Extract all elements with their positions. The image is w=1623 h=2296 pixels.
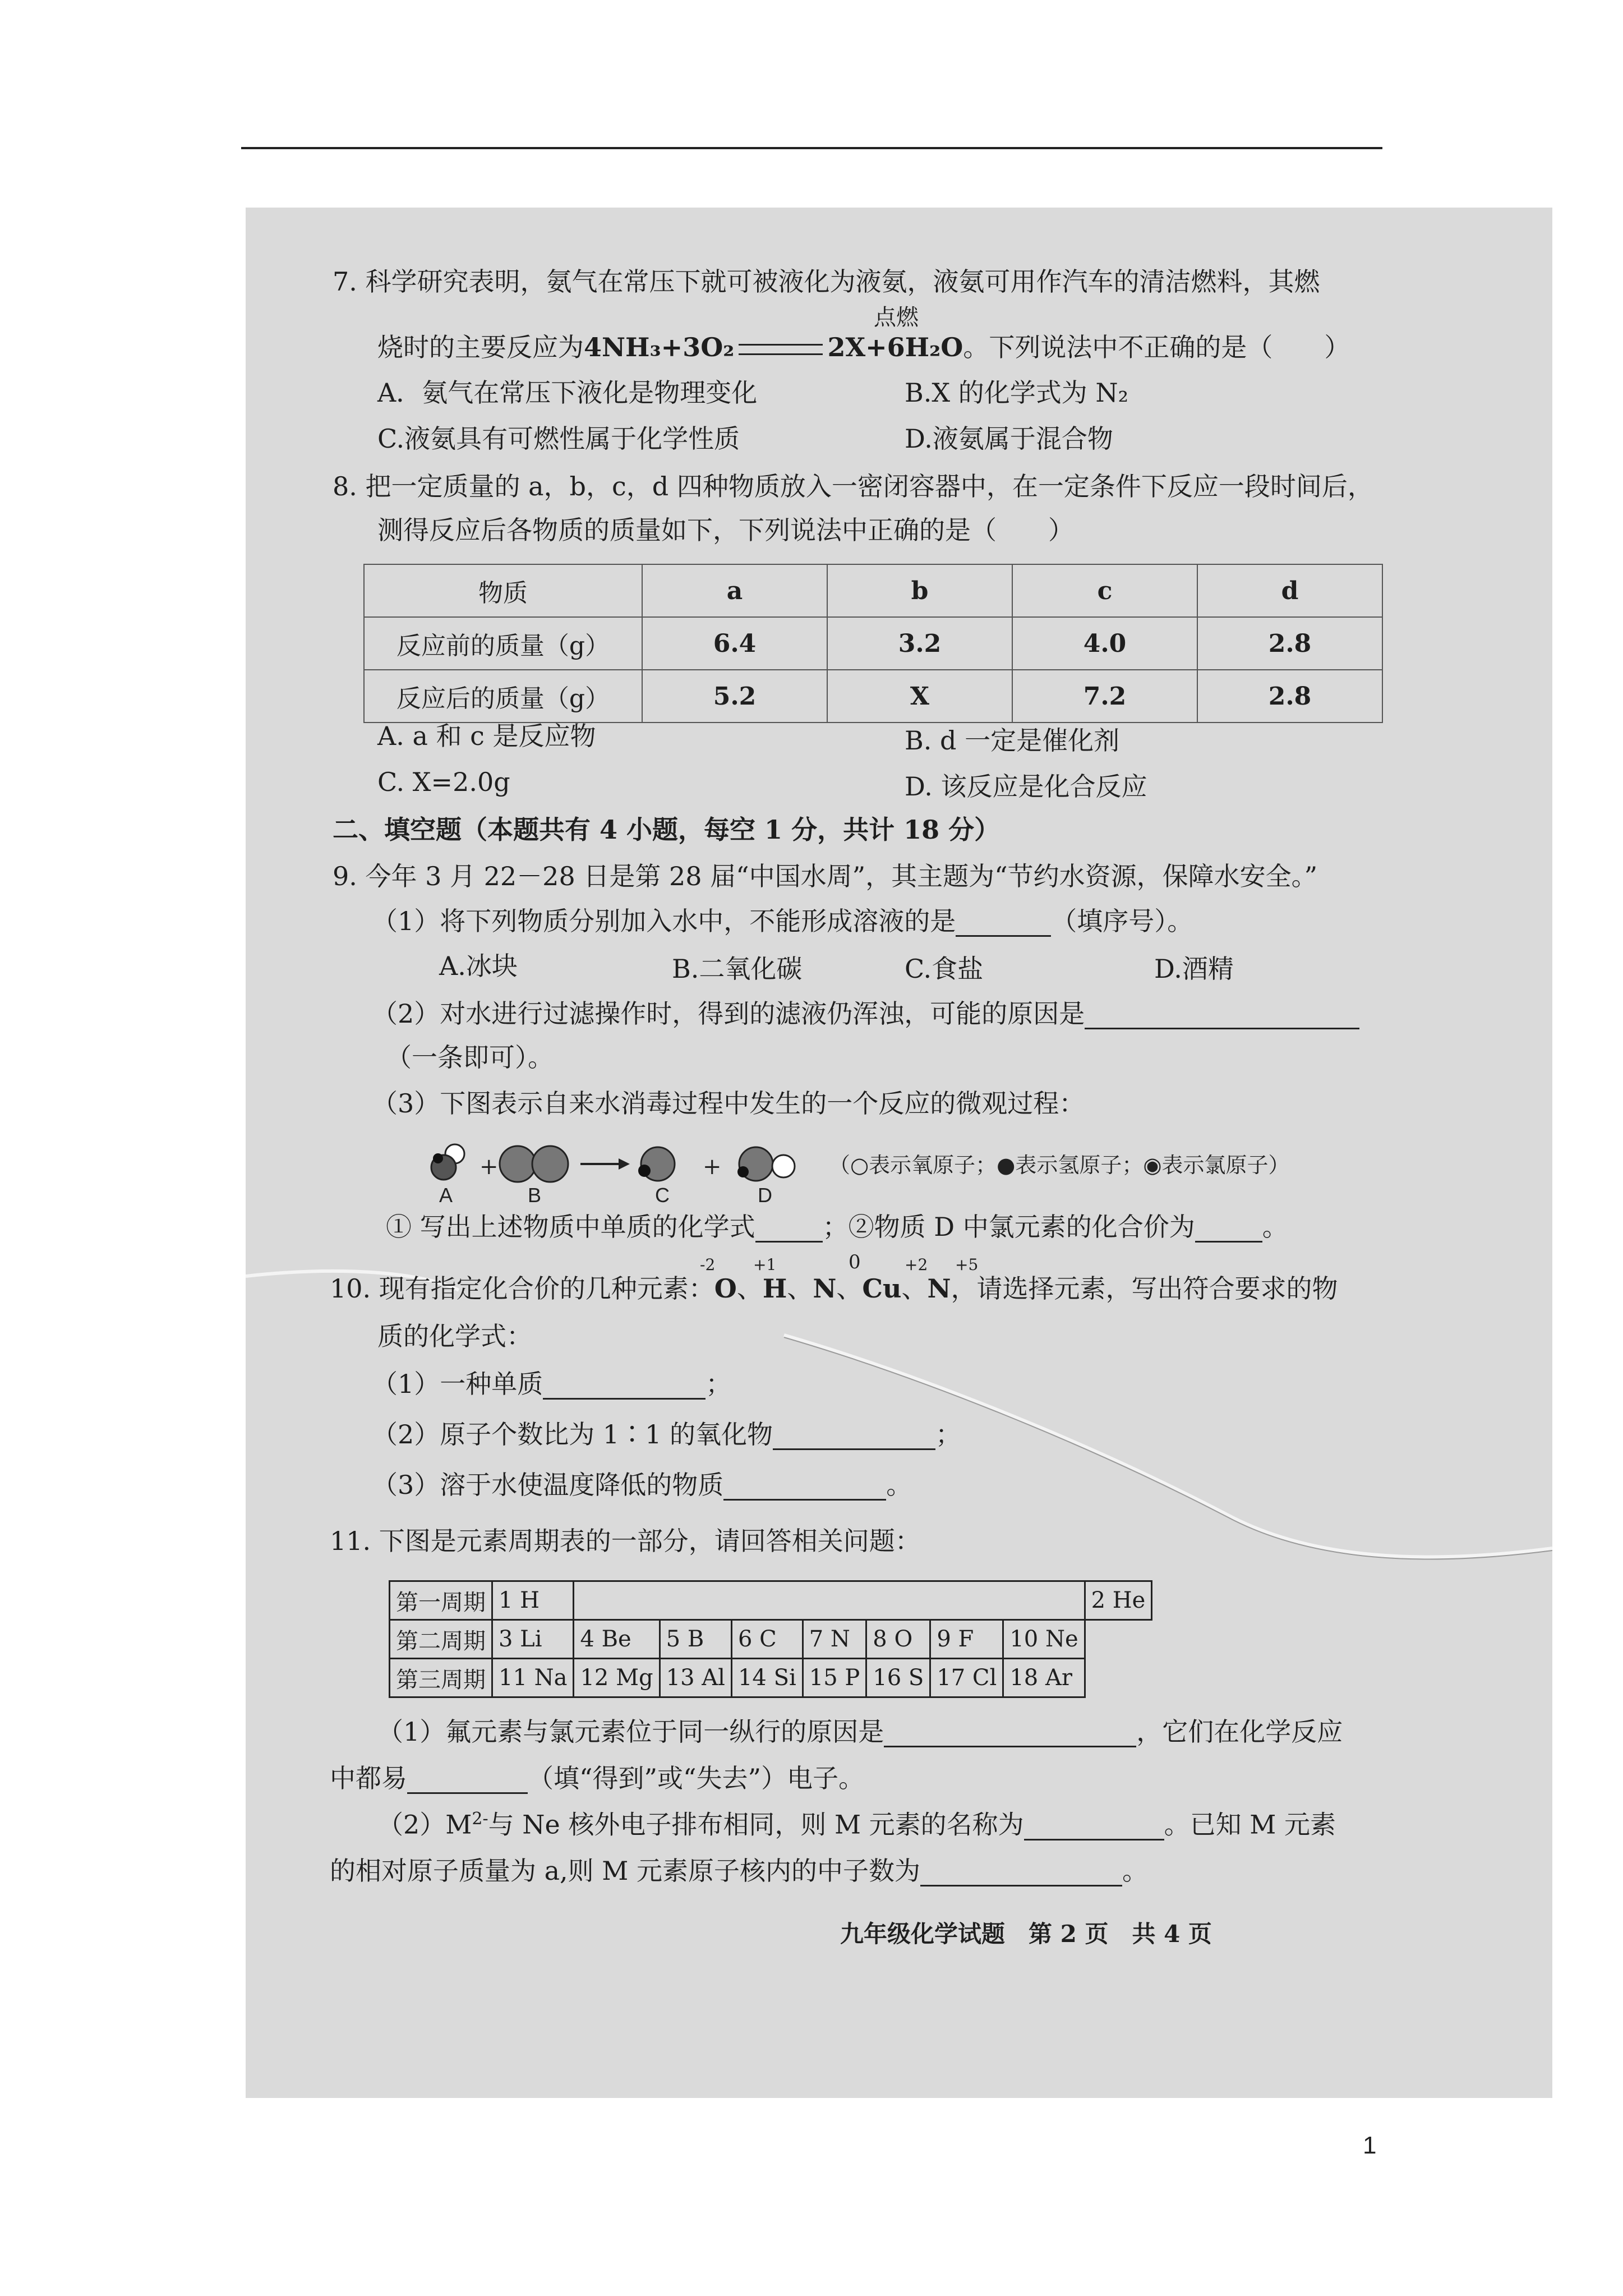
q10-part2-text: （2）原子个数比为 1∶1 的氧化物 [372, 1419, 773, 1450]
valence-o: -2 [700, 1255, 716, 1274]
q9-q-b: ；②物质 D 中氯元素的化合价为 [822, 1212, 1195, 1242]
q9-part2-end: （一条即可）。 [386, 1042, 554, 1073]
label-d: D [758, 1184, 772, 1203]
answer-blank[interactable] [773, 1426, 935, 1450]
q9-opt-d: D.酒精 [1154, 954, 1234, 984]
table-header-cell: a [642, 564, 827, 617]
q9-q-end: 。 [1262, 1212, 1288, 1242]
q8-option-b: B. d 一定是催化剂 [905, 725, 1120, 756]
table-cell: 第一周期 [390, 1581, 492, 1620]
table-cell: 10 Ne [1003, 1620, 1085, 1659]
q7-stem-line1: 7. 科学研究表明，氨气在常压下就可被液化为液氨，液氨可用作汽车的清洁燃料，其燃 [333, 266, 1320, 297]
answer-blank[interactable] [723, 1476, 886, 1501]
molecule-d [737, 1147, 795, 1181]
q8-option-a: A. a 和 c 是反应物 [377, 721, 596, 751]
table-cell: 2.8 [1197, 670, 1382, 723]
page-number: 1 [1363, 2132, 1377, 2159]
table-row [364, 617, 1382, 670]
q9-opt-c: C.食盐 [905, 954, 984, 984]
molecule-reaction-diagram [428, 1142, 1493, 1203]
molecule-b [500, 1146, 568, 1182]
q11-p1a: （1）氟元素与氯元素位于同一纵行的原因是 [377, 1717, 884, 1747]
table-cell: 16 S [866, 1659, 930, 1697]
q9-stem: 9. 今年 3 月 22－28 日是第 28 届“中国水周”，其主题为“节约水资源，保障水安全。” [333, 861, 1318, 891]
element-o: O [714, 1273, 737, 1304]
q9-part3-questions [386, 1212, 1288, 1243]
molecule-a [431, 1144, 464, 1180]
q10-prefix: 10. 现有指定化合价的几种元素： [330, 1273, 714, 1304]
table-header-row [364, 564, 1382, 617]
table-cell: 8 O [866, 1620, 930, 1659]
q7-option-d: D.液氨属于混合物 [905, 424, 1113, 454]
q9-part1-end: （填序号）。 [1051, 906, 1193, 936]
table-cell: 13 Al [660, 1659, 731, 1697]
table-cell: 9 F [930, 1620, 1003, 1659]
q10-part3-end: 。 [886, 1470, 912, 1500]
arrow-icon [580, 1158, 630, 1170]
q9-opt-b: B.二氧化碳 [672, 954, 803, 984]
table-header-cell: d [1197, 564, 1382, 617]
table-cell: 5.2 [642, 670, 827, 723]
q9-part1-text: （1）将下列物质分别加入水中，不能形成溶液的是 [372, 906, 956, 936]
equals-sign-double-line [739, 344, 823, 355]
table-cell: 5 B [660, 1620, 731, 1659]
element-h: H [762, 1273, 787, 1304]
table-row [390, 1581, 1152, 1620]
q7-reaction-condition: 点燃 [874, 305, 919, 330]
q8-stem-line2: 测得反应后各物质的质量如下，下列说法中正确的是（ ） [377, 515, 1074, 545]
answer-blank[interactable] [1085, 1005, 1359, 1029]
q9-part3: （3）下图表示自来水消毒过程中发生的一个反应的微观过程： [372, 1088, 1085, 1119]
q10-suffix: ，请选择元素，写出符合要求的物 [951, 1273, 1338, 1304]
valence-n0: 0 [849, 1251, 861, 1273]
table-cell: 18 Ar [1003, 1659, 1085, 1697]
q9-opt-a: A.冰块 [439, 951, 518, 981]
q7-equation-line [377, 332, 1350, 363]
q8-option-d: D. 该反应是化合反应 [905, 771, 1147, 802]
table-cell: 2 He [1085, 1581, 1152, 1620]
svg-text:+: + [703, 1154, 722, 1180]
label-c: C [655, 1184, 670, 1203]
table-cell [574, 1581, 1085, 1620]
q11-p2a-sup: 2- [472, 1809, 488, 1829]
q10-part3-text: （3）溶于水使温度降低的物质 [372, 1470, 724, 1500]
answer-blank[interactable] [956, 913, 1051, 937]
q11-p1b: ，它们在化学反应 [1136, 1717, 1343, 1747]
scanned-exam-page [246, 208, 1552, 2098]
q10-part1 [372, 1369, 731, 1400]
molecule-c [638, 1147, 675, 1181]
table-header-cell: 物质 [364, 564, 642, 617]
table-cell: 7 N [803, 1620, 866, 1659]
q10-part2 [372, 1419, 961, 1450]
q10-part2-end: ； [935, 1419, 962, 1450]
q7-option-a: A．氨气在常压下液化是物理变化 [377, 378, 758, 408]
table-cell: 第二周期 [390, 1620, 492, 1659]
table-cell: 3.2 [827, 617, 1012, 670]
q11-p2b: 。已知 M 元素 [1164, 1809, 1336, 1840]
q9-part2 [372, 999, 1359, 1029]
element-n: N [927, 1273, 951, 1304]
svg-text:+: + [479, 1154, 499, 1180]
table-cell: 4.0 [1012, 617, 1197, 670]
table-header-cell: c [1012, 564, 1197, 617]
section-heading: 二、填空题（本题共有 4 小题，每空 1 分，共计 18 分） [333, 815, 1000, 845]
q11-part1-line2 [330, 1763, 864, 1794]
q9-part2-text: （2）对水进行过滤操作时，得到的滤液仍浑浊，可能的原因是 [372, 999, 1085, 1029]
table-header-cell: b [827, 564, 1012, 617]
table-cell: 2.8 [1197, 617, 1382, 670]
answer-blank[interactable] [1024, 1816, 1164, 1841]
header-rule [241, 147, 1382, 149]
q10-part3 [372, 1470, 912, 1501]
q11-p1c: 中都易 [330, 1763, 407, 1793]
label-a: A [439, 1184, 453, 1203]
q7-eq-reactants: 4NH₃+3O₂ [584, 332, 735, 362]
table-row [364, 670, 1382, 723]
q10-stem-line1: 10. 现有指定化合价的几种元素：O、H、N、Cu、N，请选择元素，写出符合要求的物 [330, 1273, 1338, 1304]
diagram-legend: （○表示氧原子；●表示氢原子；◉表示氯原子） [829, 1153, 1290, 1177]
q8-mass-table [363, 564, 1383, 723]
element-cu: Cu [862, 1273, 902, 1304]
table-cell: 17 Cl [930, 1659, 1003, 1697]
table-cell: 1 H [492, 1581, 574, 1620]
table-cell: 6 C [731, 1620, 803, 1659]
q11-p2a-pre: （2）M [377, 1809, 472, 1840]
table-row [390, 1659, 1152, 1697]
q10-part1-text: （1）一种单质 [372, 1369, 543, 1399]
table-cell: 反应前的质量（g） [364, 617, 642, 670]
answer-blank[interactable] [407, 1770, 528, 1794]
q7-option-b: B.X 的化学式为 N₂ [905, 378, 1129, 408]
q11-stem: 11. 下图是元素周期表的一部分，请回答相关问题： [330, 1526, 921, 1556]
valence-h: +1 [753, 1255, 777, 1274]
q10-stem-line2: 质的化学式： [377, 1321, 532, 1351]
q7-eq-prefix: 烧时的主要反应为 [377, 332, 584, 362]
answer-blank[interactable] [755, 1218, 823, 1243]
answer-blank[interactable] [1195, 1218, 1262, 1243]
q8-stem-line1: 8. 把一定质量的 a，b，c，d 四种物质放入一密闭容器中，在一定条件下反应一段时间后， [333, 471, 1373, 501]
answer-blank[interactable] [543, 1375, 706, 1400]
answer-blank[interactable] [884, 1723, 1136, 1747]
periodic-table-excerpt [389, 1580, 1152, 1698]
answer-blank[interactable] [920, 1862, 1122, 1887]
q7-eq-products: 2X+6H₂O [827, 332, 963, 362]
table-cell: 15 P [803, 1659, 866, 1697]
q11-p2a-post: 与 Ne 核外电子排布相同，则 M 元素的名称为 [488, 1809, 1024, 1840]
exam-page-footer: 九年级化学试题 第 2 页 共 4 页 [840, 1920, 1212, 1948]
table-cell: 第三周期 [390, 1659, 492, 1697]
table-cell: 反应后的质量（g） [364, 670, 642, 723]
valence-cu: +2 [905, 1255, 928, 1274]
q11-p2d: 。 [1122, 1856, 1149, 1886]
q11-p2c: 的相对原子质量为 a,则 M 元素原子核内的中子数为 [330, 1856, 921, 1886]
q11-part2-line2 [330, 1856, 1148, 1887]
q9-q-a: ① 写出上述物质中单质的化学式 [386, 1212, 755, 1242]
table-cell: 12 Mg [574, 1659, 660, 1697]
table-cell: 4 Be [574, 1620, 660, 1659]
q10-part1-end: ； [706, 1369, 732, 1399]
q8-option-c: C. X=2.0g [377, 767, 510, 797]
q9-part1 [372, 906, 1193, 937]
q7-eq-suffix: 。下列说法中不正确的是（ ） [963, 332, 1350, 362]
q11-part2-line1 [377, 1809, 1336, 1841]
element-n: N [813, 1273, 837, 1304]
q11-p1d: （填“得到”或“失去”）电子。 [528, 1763, 865, 1793]
table-cell: 6.4 [642, 617, 827, 670]
q11-part1-line1 [377, 1717, 1343, 1747]
table-cell: 7.2 [1012, 670, 1197, 723]
table-row [390, 1620, 1152, 1659]
table-cell: 14 Si [731, 1659, 803, 1697]
table-cell: X [827, 670, 1012, 723]
table-cell: 11 Na [492, 1659, 574, 1697]
label-b: B [528, 1184, 542, 1203]
valence-n5: +5 [955, 1255, 979, 1274]
table-cell: 3 Li [492, 1620, 574, 1659]
q7-option-c: C.液氨具有可燃性属于化学性质 [377, 424, 740, 454]
